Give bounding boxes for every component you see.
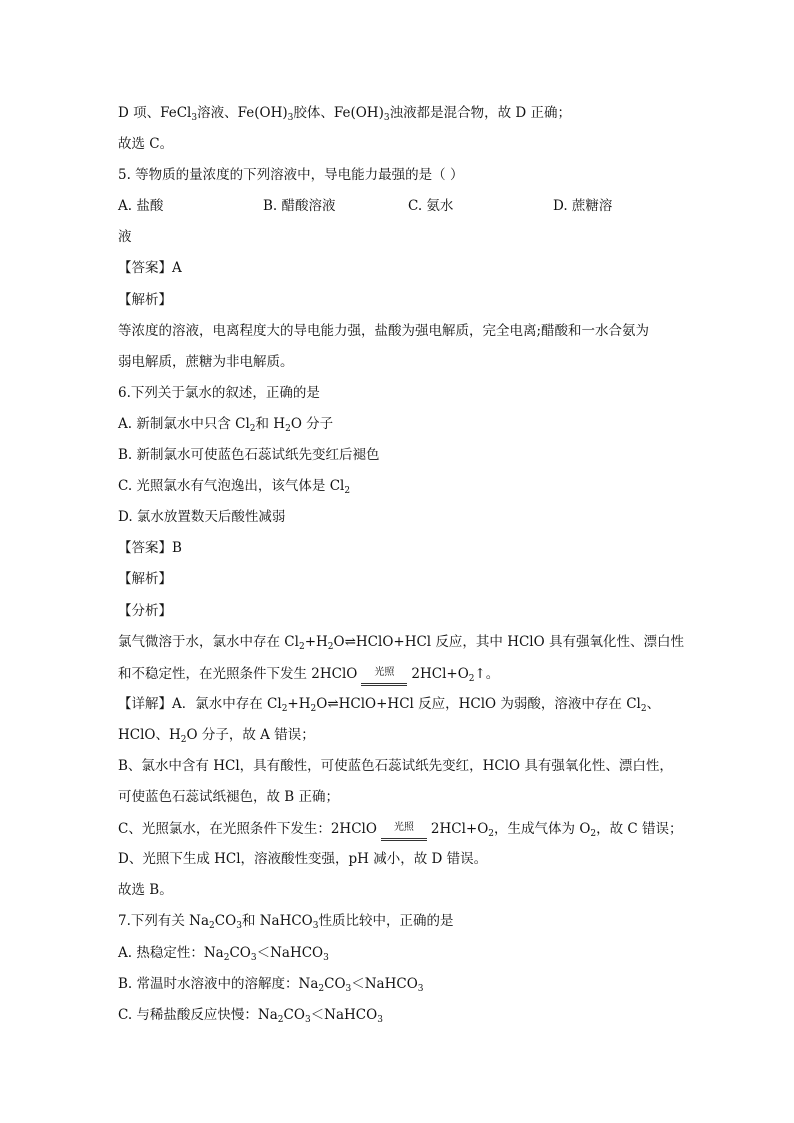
option-d — [118, 507, 683, 538]
text-segment: ＜NaHCO — [256, 944, 324, 961]
option-b: B. 醋酸溶液 — [263, 198, 336, 215]
text-line — [118, 632, 683, 663]
detail-line — [118, 694, 683, 725]
text-line — [118, 103, 683, 134]
text-segment: B、氯水中含有 HCl，具有酸性，可使蓝色石蕊试纸先变红，HClO 具有强氧化性、漂白性， — [118, 757, 673, 774]
text-segment: CO — [283, 1006, 305, 1023]
subscript: 3 — [304, 1014, 311, 1025]
option-a: A. 盐酸 — [118, 198, 164, 215]
text-segment: CO — [214, 913, 237, 930]
text-segment: 【分析】 — [118, 602, 172, 619]
subscript: 3 — [323, 952, 329, 963]
analysis-label — [118, 569, 683, 600]
subscript: 3 — [250, 952, 257, 963]
text-segment: 性质比较中，正确的是 — [318, 913, 454, 930]
subscript: 3 — [383, 113, 390, 123]
subscript: 3 — [191, 113, 198, 123]
subscript: 2 — [298, 641, 305, 652]
subscript: 2 — [468, 673, 475, 684]
subscript: 2 — [344, 486, 351, 497]
option-b — [118, 445, 683, 476]
text-segment: 6.下列关于氯水的叙述，正确的是 — [118, 384, 320, 401]
option-d: D. 蔗糖溶 — [553, 198, 613, 215]
text-segment: 和 H — [255, 415, 286, 432]
subscript: 2 — [285, 423, 291, 434]
subscript: 2 — [488, 829, 495, 840]
subscript: 2 — [209, 921, 215, 932]
text-segment: D 项、FeCl — [118, 105, 192, 121]
subscript: 2 — [223, 952, 230, 963]
text-segment: 【解析】 — [118, 571, 172, 588]
subscript: 2 — [310, 703, 317, 714]
text-segment: 2HCl+O — [430, 821, 489, 838]
text-segment: D. 氯水放置数天后酸性减弱 — [118, 509, 286, 526]
text-segment: 弱电解质，蔗糖为非电解质。 — [118, 353, 294, 370]
subscript: 2 — [318, 983, 325, 994]
text-segment: CO — [324, 975, 346, 992]
text-segment: 7.下列有关 Na — [118, 913, 210, 930]
option-a — [118, 943, 683, 974]
subscript: 2 — [277, 1014, 284, 1025]
text-segment: 溶液、Fe(OH) — [197, 105, 288, 121]
subscript: 2 — [590, 829, 597, 840]
subscript: 2 — [249, 423, 256, 434]
subscript: 2 — [640, 703, 647, 714]
text-line — [118, 134, 683, 165]
text-segment: 【答案】B — [118, 540, 182, 557]
text-segment: 氯气微溶于水，氯水中存在 Cl — [118, 633, 299, 650]
answer-label — [118, 258, 683, 289]
text-segment: CO — [229, 944, 251, 961]
text-line — [118, 352, 683, 383]
reaction-condition: 光照 — [379, 818, 429, 838]
question-7 — [118, 911, 683, 942]
analysis-sub-label — [118, 601, 683, 632]
option-c: C. 氨水 — [408, 198, 454, 215]
text-segment: ，生成气体为 O — [494, 821, 591, 838]
text-segment: 5. 等物质的量浓度的下列溶液中，导电能力最强的是（ ） — [118, 167, 464, 184]
text-segment: +H — [304, 633, 328, 650]
text-line — [118, 818, 683, 849]
text-line — [118, 787, 683, 818]
text-segment: B. 新制氯水可使蓝色石蕊试纸先变红后褪色 — [118, 447, 380, 464]
text-segment: 胶体、Fe(OH) — [293, 105, 384, 121]
text-line — [118, 227, 683, 258]
text-segment: ＜NaHCO — [351, 975, 418, 992]
text-segment: D、光照下生成 HCl，溶液酸性变强，pH 减小，故 D 错误。 — [118, 851, 488, 868]
text-line — [118, 321, 683, 352]
question-5 — [118, 165, 683, 196]
text-segment: ↑。 — [474, 665, 500, 682]
subscript: 3 — [417, 983, 424, 994]
text-segment: A. 新制氯水中只含 Cl — [118, 415, 250, 432]
options-5 — [118, 196, 683, 227]
option-b — [118, 974, 683, 1005]
text-segment: 浊液都是混合物，故 D 正确； — [389, 105, 571, 121]
answer-label — [118, 538, 683, 569]
option-c — [118, 1005, 683, 1036]
text-segment: HClO、H — [118, 726, 181, 743]
text-segment: O 分子，故 A 错误； — [186, 726, 315, 743]
document-page — [118, 103, 683, 1036]
subscript: 3 — [287, 113, 294, 123]
subscript: 3 — [345, 983, 352, 994]
subscript: 3 — [312, 921, 319, 932]
text-segment: 【详解】A．氯水中存在 Cl — [118, 695, 282, 712]
text-segment: ，故 C 错误； — [596, 821, 683, 838]
text-line — [118, 880, 683, 911]
text-segment: A. 热稳定性：Na — [118, 944, 224, 961]
text-segment: C. 与稀盐酸反应快慢：Na — [118, 1006, 278, 1023]
option-c — [118, 476, 683, 507]
subscript: 2 — [327, 641, 334, 652]
text-segment: 、 — [646, 695, 661, 712]
analysis-label — [118, 290, 683, 321]
text-segment: B. 常温时水溶液中的溶解度：Na — [118, 975, 319, 992]
text-segment: 故选 B。 — [118, 882, 173, 899]
text-line — [118, 663, 683, 694]
text-segment: 可使蓝色石蕊试纸褪色，故 B 正确； — [118, 789, 340, 806]
text-segment: O⇌HClO+HCl 反应，HClO 为弱酸，溶液中存在 Cl — [316, 695, 641, 712]
subscript: 3 — [377, 1014, 383, 1025]
text-segment: O⇌HClO+HCl 反应，其中 HClO 具有强氧化性、漂白性 — [333, 633, 684, 650]
text-segment: +H — [287, 695, 311, 712]
text-segment: C、光照氯水，在光照条件下发生：2HClO — [118, 821, 377, 838]
question-6 — [118, 383, 683, 414]
reaction-condition: 光照 — [359, 663, 409, 683]
text-segment: 等浓度的溶液，电离程度大的导电能力强，盐酸为强电解质，完全电离;醋酸和一水合氨为 — [118, 322, 650, 339]
text-segment: ＜NaHCO — [310, 1006, 378, 1023]
text-segment: 和不稳定性，在光照条件下发生 2HClO — [118, 665, 358, 682]
text-segment: 【解析】 — [118, 291, 172, 308]
option-a — [118, 414, 683, 445]
text-line — [118, 849, 683, 880]
subscript: 2 — [281, 703, 288, 714]
text-segment: C. 光照氯水有气泡逸出，该气体是 Cl — [118, 478, 345, 495]
subscript: 2 — [180, 734, 187, 745]
text-line — [118, 725, 683, 756]
text-segment: 故选 C。 — [118, 136, 174, 153]
text-line — [118, 756, 683, 787]
text-segment: 2HCl+O — [411, 665, 469, 682]
text-segment: 和 NaHCO — [241, 913, 313, 930]
text-segment: 【答案】A — [118, 260, 182, 277]
text-segment: 液 — [118, 229, 132, 246]
text-segment: O 分子 — [290, 415, 334, 432]
subscript: 3 — [236, 921, 242, 932]
